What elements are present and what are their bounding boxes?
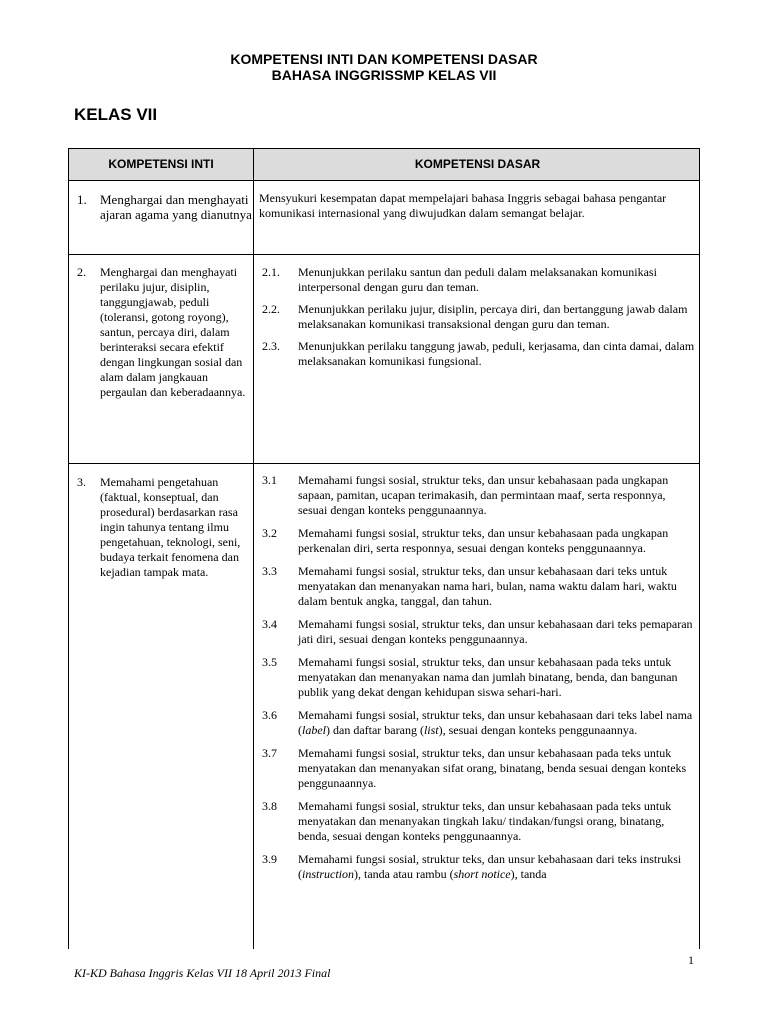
- kd-text: Memahami fungsi sosial, struktur teks, dan unsur kebahasaan pada ungkapan sapaan, pamitan, ucapan terimakasih, dan permintaan maaf, serta responnya, sesuai dengan konteks penggunaannya.: [298, 473, 669, 517]
- kd-item-3-7: [259, 746, 695, 791]
- kd-number: 3.1: [262, 473, 277, 487]
- competency-table: [68, 148, 700, 949]
- document-title: [0, 51, 768, 83]
- header-kompetensi-inti: KOMPETENSI INTI: [108, 157, 214, 171]
- kd-text: Memahami fungsi sosial, struktur teks, dan unsur kebahasaan pada teks untuk menyatakan dan menanyakan sifat orang, binatang, benda sesuai dengan konteks penggunaannya.: [298, 746, 687, 790]
- kd-item-3-2: [259, 526, 695, 556]
- kd-list-3: [259, 473, 695, 890]
- ki-number: 2.: [77, 265, 86, 279]
- kd-item-3-9: [259, 852, 695, 882]
- kd-term: short notice: [453, 867, 511, 881]
- kd-number: 2.2.: [262, 302, 280, 316]
- kd-text: Menunjukkan perilaku santun dan peduli dalam melaksanakan komunikasi interpersonal dengan guru dan teman.: [298, 265, 657, 294]
- kd-text: Memahami fungsi sosial, struktur teks, dan unsur kebahasaan dari teks instruksi (instruction), tanda atau rambu (short notice), tanda: [298, 852, 682, 881]
- row-divider: [69, 254, 699, 255]
- kd-text: Memahami fungsi sosial, struktur teks, dan unsur kebahasaan pada ungkapan perkenalan diri, serta responnya, sesuai dengan konteks penggunaannya.: [298, 526, 669, 555]
- kd-number: 3.8: [262, 799, 277, 813]
- kd-text: Menunjukkan perilaku tanggung jawab, peduli, kerjasama, dan cinta damai, dalam melaksanakan komunikasi fungsional.: [298, 339, 695, 368]
- kd-text: Menunjukkan perilaku jujur, disiplin, percaya diri, dan bertanggung jawab dalam melaksanakan komunikasi transaksional dengan guru dan teman.: [298, 302, 688, 331]
- kd-term: list: [423, 723, 439, 737]
- kd-number: 3.4: [262, 617, 277, 631]
- footer-text: KI-KD Bahasa Inggris Kelas VII 18 April 2013 Final: [74, 966, 331, 980]
- kd-item-3-4: [259, 617, 695, 647]
- kd-number: 3.3: [262, 564, 277, 578]
- kd-number: 3.5: [262, 655, 277, 669]
- ki-item-3: [77, 475, 253, 580]
- kd-number: 3.9: [262, 852, 277, 866]
- kd-item-3-1: [259, 473, 695, 518]
- kd-item-2-3: [259, 339, 695, 369]
- kd-text: Memahami fungsi sosial, struktur teks, dan unsur kebahasaan dari teks label nama (label) dan daftar barang (list), sesuai dengan konteks penggunaannya.: [298, 708, 693, 737]
- kd-item-2-1: [259, 265, 695, 295]
- title-line-1: KOMPETENSI INTI DAN KOMPETENSI DASAR: [230, 51, 538, 67]
- class-heading: KELAS VII: [74, 105, 158, 124]
- kd-number: 3.2: [262, 526, 277, 540]
- kd-text: Memahami fungsi sosial, struktur teks, dan unsur kebahasaan pada teks untuk menyatakan dan menanyakan nama dan jumlah binatang, benda, dan bangunan publik yang dekat dengan kehidupan siswa sehari-hari.: [298, 655, 678, 699]
- kd-item-2-2: [259, 302, 695, 332]
- ki-number: 3.: [77, 475, 86, 489]
- kd-list-2: [259, 265, 695, 376]
- kd-text: Memahami fungsi sosial, struktur teks, dan unsur kebahasaan dari teks pemaparan jati diri, sesuai dengan konteks penggunaannya.: [298, 617, 693, 646]
- kd-term: label: [302, 723, 326, 737]
- ki-item-1: [77, 192, 253, 222]
- kd-number: 3.7: [262, 746, 277, 760]
- kd-item-3-8: [259, 799, 695, 844]
- kd-number: 2.3.: [262, 339, 280, 353]
- row-divider: [69, 463, 699, 464]
- kd-number: 2.1.: [262, 265, 280, 279]
- ki-text: Memahami pengetahuan (faktual, konseptual, dan prosedural) berdasarkan rasa ingin tahunya tentang ilmu pengetahuan, teknologi, seni, budaya terkait fenomena dan kejadian tampak mata.: [100, 475, 241, 579]
- kd-text: Memahami fungsi sosial, struktur teks, dan unsur kebahasaan pada teks untuk menyatakan dan menanyakan tingkah laku/ tindakan/fungsi orang, binatang, benda, sesuai dengan konteks penggunaannya.: [298, 799, 672, 843]
- column-divider: [253, 149, 254, 949]
- kd-text: Memahami fungsi sosial, struktur teks, dan unsur kebahasaan dari teks untuk menyatakan dan menanyakan nama hari, bulan, nama waktu dalam hari, waktu dalam bentuk angka, tanggal, dan tahun.: [298, 564, 677, 608]
- ki-number: 1.: [77, 192, 87, 207]
- kd-item-1: Mensyukuri kesempatan dapat mempelajari bahasa Inggris sebagai bahasa pengantar komunikasi internasional yang diwujudkan dalam semangat belajar.: [259, 191, 667, 220]
- title-line-2: BAHASA INGGRISSMP KELAS VII: [271, 67, 497, 83]
- page-number: 1: [688, 953, 694, 967]
- ki-text: Menghargai dan menghayati ajaran agama yang dianutnya: [100, 192, 252, 222]
- header-kompetensi-dasar: KOMPETENSI DASAR: [414, 157, 541, 171]
- ki-item-2: [77, 265, 253, 400]
- kd-term: instruction: [302, 867, 355, 881]
- kd-item-3-5: [259, 655, 695, 700]
- kd-number: 3.6: [262, 708, 277, 722]
- kd-item-3-3: [259, 564, 695, 609]
- ki-text: Menghargai dan menghayati perilaku jujur, disiplin, tanggungjawab, peduli (toleransi, gotong royong), santun, percaya diri, dalam berinteraksi secara efektif dengan lingkungan sosial dan alam dalam jangkauan pergaulan dan keberadaannya.: [100, 265, 246, 399]
- kd-item-3-6: [259, 708, 695, 738]
- row-divider: [69, 180, 699, 181]
